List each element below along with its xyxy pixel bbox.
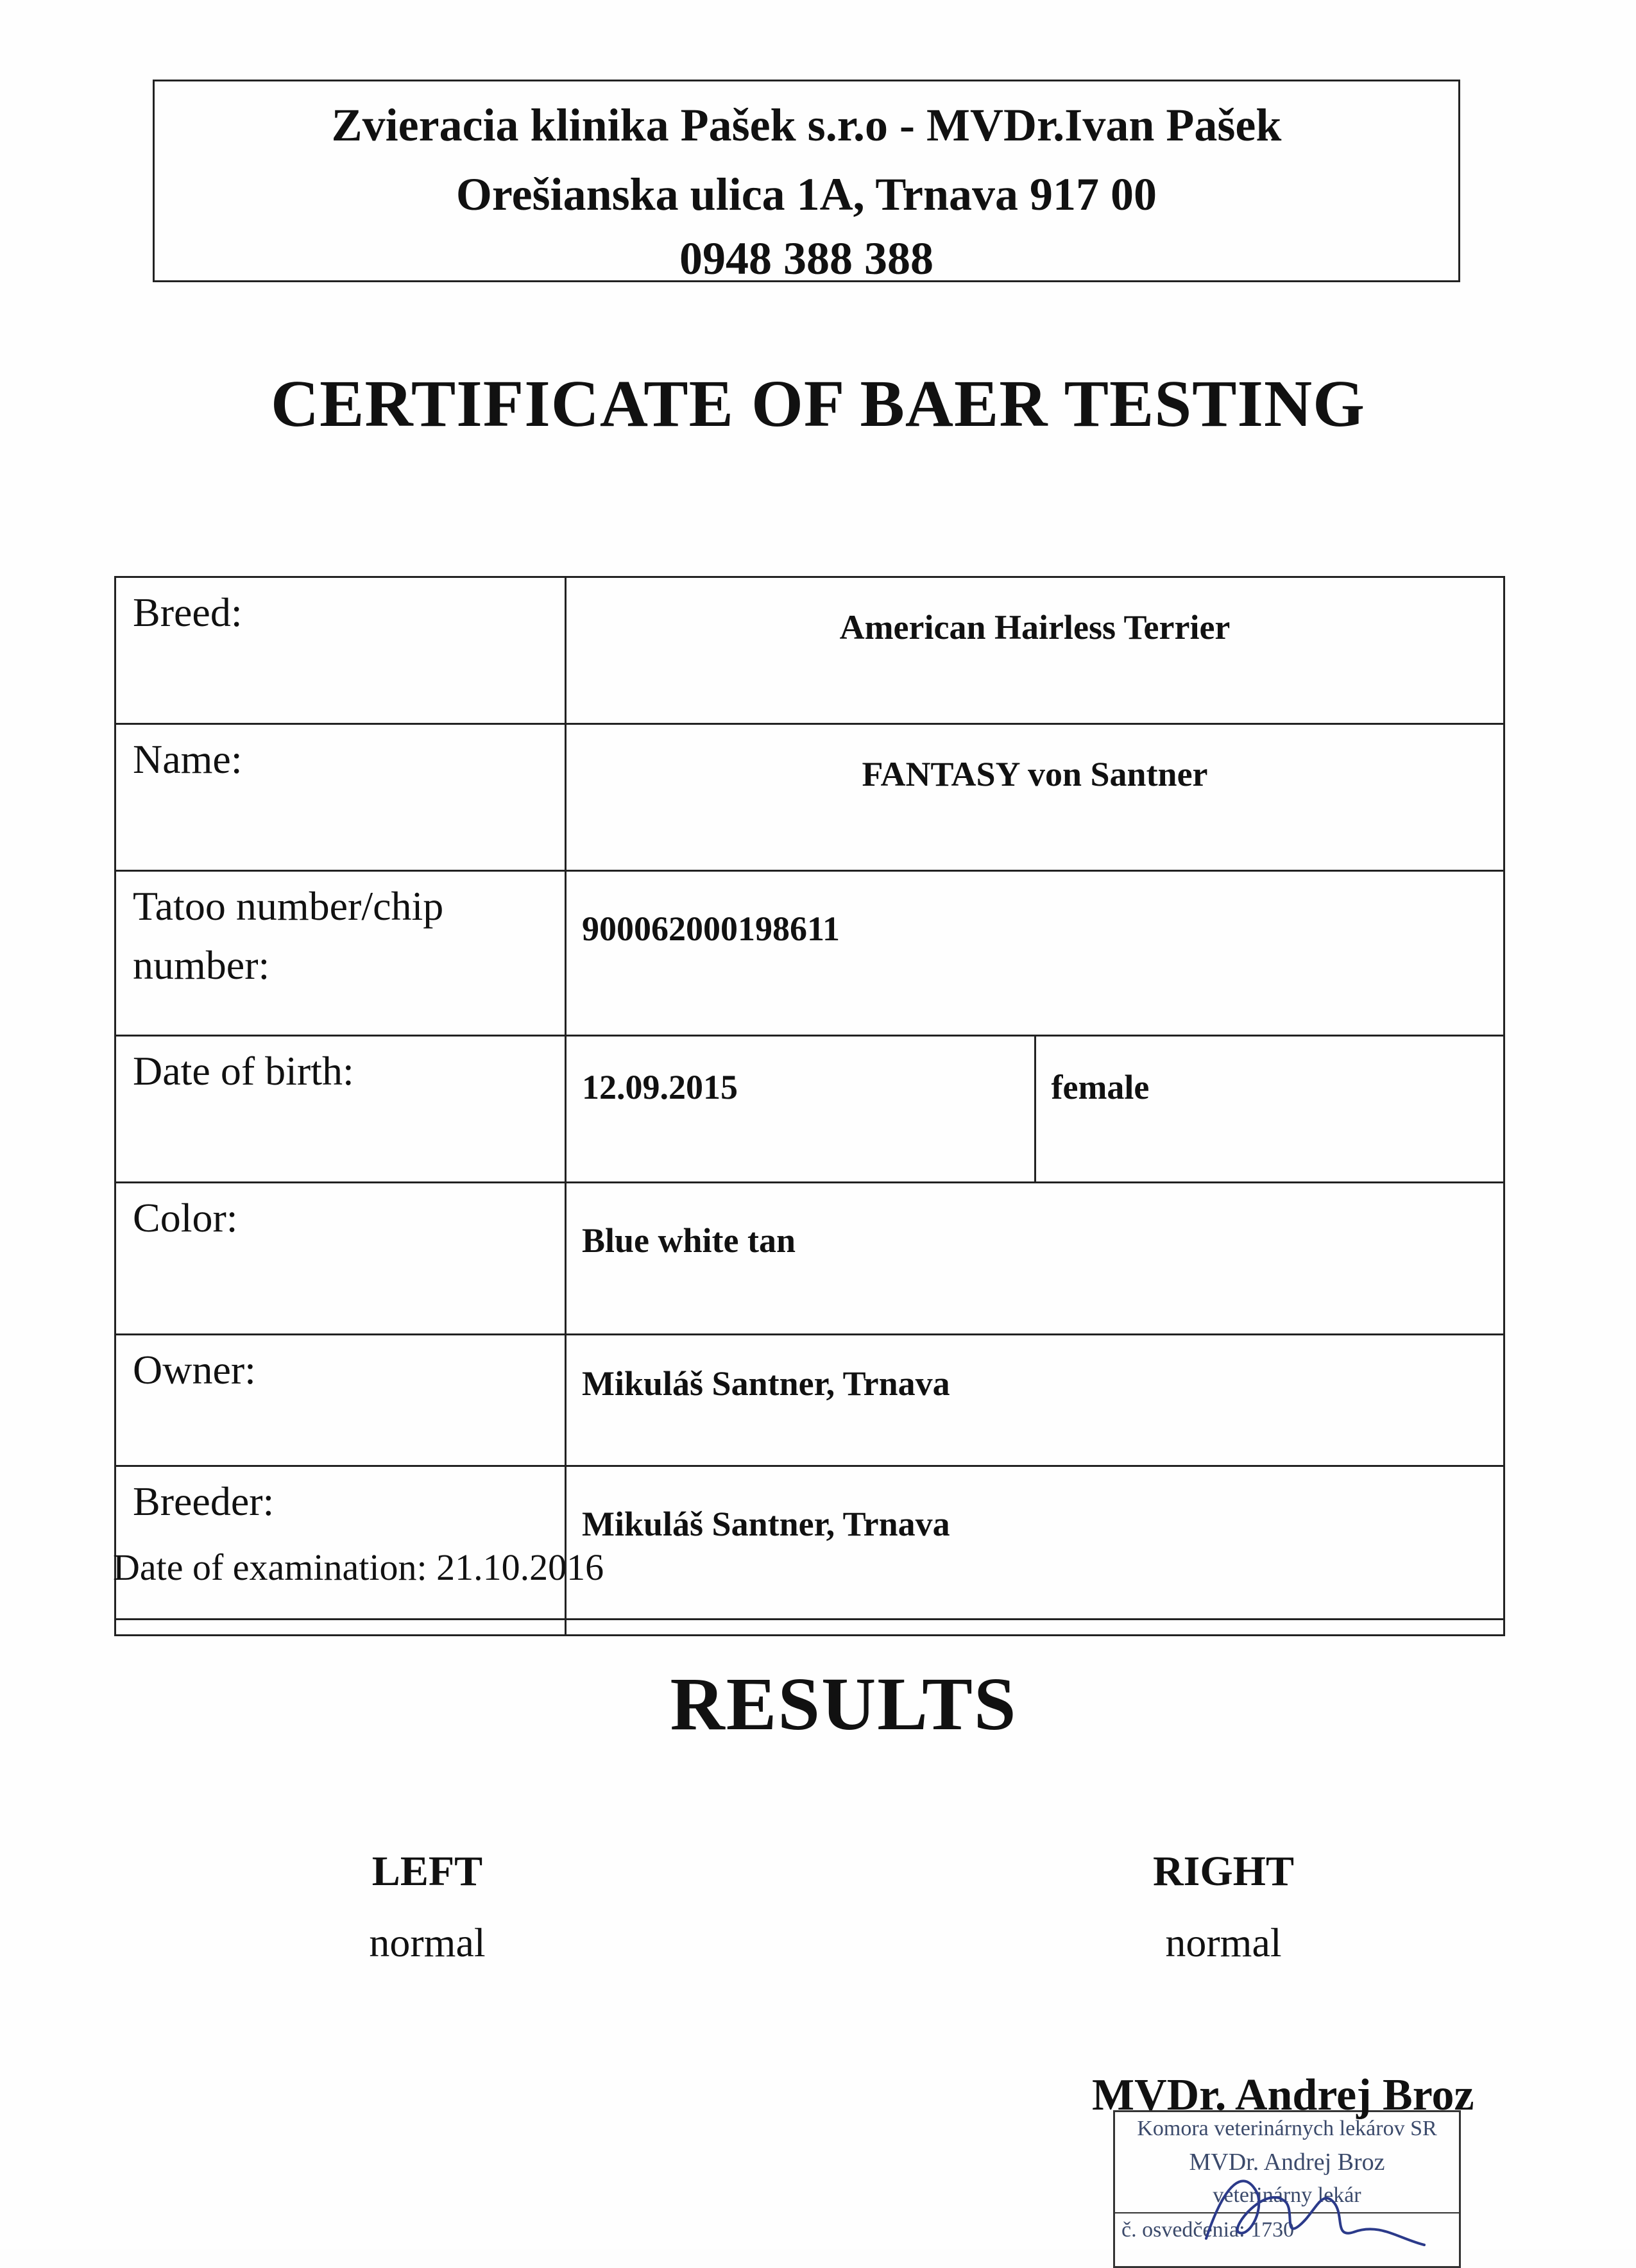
table-row xyxy=(115,1466,1504,1620)
left-label: LEFT xyxy=(371,1848,483,1895)
stamp-title: veterinárny lekár xyxy=(1213,2183,1361,2207)
dog-info-table xyxy=(114,576,1505,1636)
right-ear-result xyxy=(1031,1847,1416,1967)
clinic-phone: 0948 388 388 xyxy=(679,233,933,284)
dob-label: Date of birth: xyxy=(115,1036,566,1183)
sex-value: female xyxy=(1035,1036,1504,1183)
name-value: FANTASY von Santner xyxy=(566,724,1504,871)
name-label: Name: xyxy=(115,724,566,871)
clinic-address: Orešianska ulica 1A, Trnava 917 00 xyxy=(456,169,1157,220)
table-row xyxy=(115,1335,1504,1466)
stamp-cert-number: č. osvedčenia: 1730 xyxy=(1115,2212,1459,2247)
color-value: Blue white tan xyxy=(566,1183,1504,1335)
table-row xyxy=(115,1183,1504,1335)
left-ear-result xyxy=(235,1847,620,1967)
breed-label: Breed: xyxy=(115,577,566,724)
examination-date: Date of examination: 21.10.2016 xyxy=(113,1546,604,1588)
clinic-header-box xyxy=(153,80,1460,282)
stamp-name: MVDr. Andrej Broz xyxy=(1189,2149,1385,2176)
owner-value: Mikuláš Santner, Trnava xyxy=(566,1335,1504,1466)
color-label: Color: xyxy=(115,1183,566,1335)
signer-name: MVDr. Andrej Broz xyxy=(1092,2070,1474,2120)
document-title: CERTIFICATE OF BAER TESTING xyxy=(270,367,1366,441)
chip-label: Tatoo number/chip number: xyxy=(115,871,566,1036)
breeder-label: Breeder: xyxy=(115,1466,566,1620)
chip-value: 900062000198611 xyxy=(566,871,1504,1036)
clinic-name: Zvieracia klinika Pašek s.r.o - MVDr.Ivan Pašek xyxy=(331,99,1282,151)
owner-label: Owner: xyxy=(115,1335,566,1466)
table-row xyxy=(115,871,1504,1036)
table-row xyxy=(115,724,1504,871)
table-row xyxy=(115,577,1504,724)
breed-value: American Hairless Terrier xyxy=(566,577,1504,724)
empty-cell xyxy=(115,1620,566,1636)
left-value: normal xyxy=(369,1920,486,1965)
breeder-value: Mikuláš Santner, Trnava xyxy=(566,1466,1504,1620)
right-value: normal xyxy=(1165,1920,1282,1965)
results-heading: RESULTS xyxy=(670,1662,1018,1746)
dob-value: 12.09.2015 xyxy=(566,1036,1035,1183)
table-row xyxy=(115,1620,1504,1636)
handwritten-signature xyxy=(1187,2142,1456,2264)
right-label: RIGHT xyxy=(1152,1848,1295,1895)
table-row xyxy=(115,1036,1504,1183)
empty-cell xyxy=(566,1620,1504,1636)
stamp-chamber: Komora veterinárnych lekárov SR xyxy=(1137,2117,1437,2140)
